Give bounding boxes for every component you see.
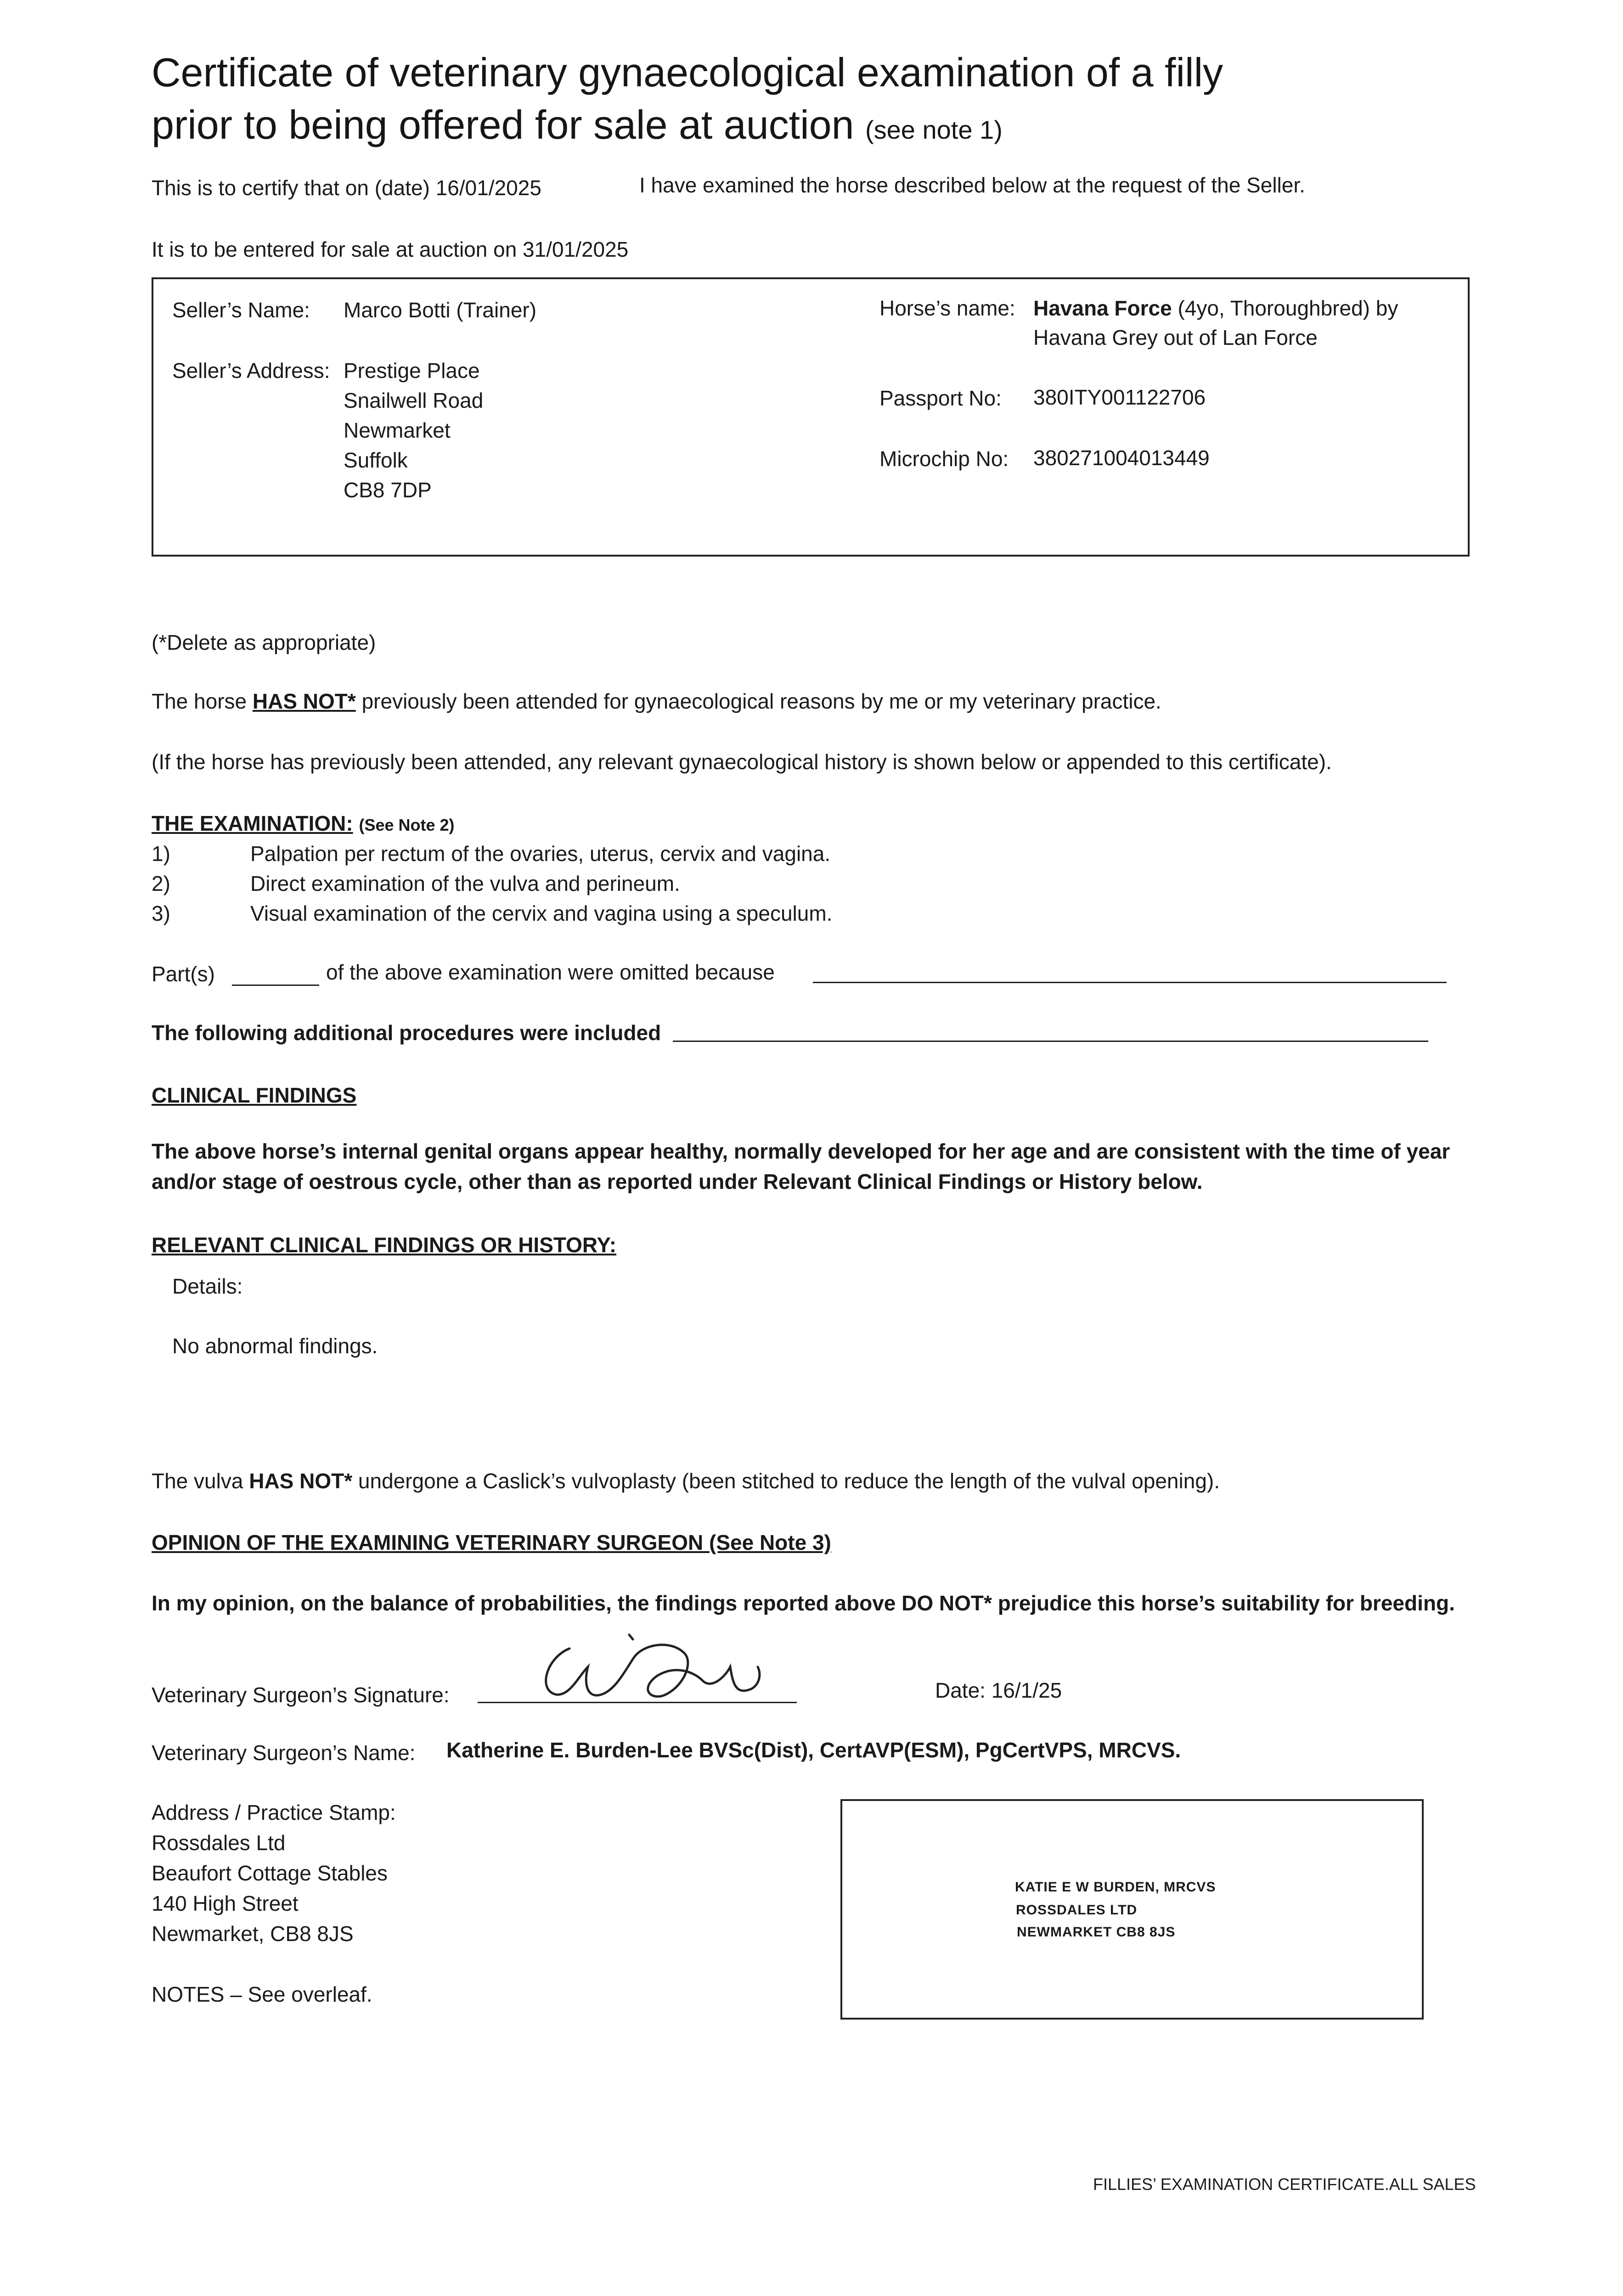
certificate-title-line2: [152, 97, 1003, 158]
practice-address-line: Beaufort Cottage Stables: [152, 1861, 388, 1885]
certify-request: I have examined the horse described below at the request of the Seller.: [639, 173, 1305, 197]
stamp-line: NEWMARKET CB8 8JS: [1017, 1925, 1176, 1940]
stamp-line: KATIE E W BURDEN, MRCVS: [1015, 1880, 1216, 1895]
opinion-text: In my opinion, on the balance of probabilities, the findings reported above DO NOT* prejudice this horse’s suitability for breeding.: [152, 1591, 1455, 1615]
title-line2-text: prior to being offered for sale at auction: [152, 102, 854, 147]
omitted-text: of the above examination were omitted because: [326, 960, 775, 984]
delete-note: (*Delete as appropriate): [152, 630, 376, 654]
examination-title: THE EXAMINATION:: [152, 811, 353, 835]
footer-form-name: FILLIES’ EXAMINATION CERTIFICATE.ALL SALES: [1093, 2175, 1476, 2194]
vet-name-label: Veterinary Surgeon’s Name:: [152, 1741, 416, 1765]
signature-label: Veterinary Surgeon’s Signature:: [152, 1683, 450, 1707]
attended-status: HAS NOT*: [252, 689, 356, 713]
clinical-findings-text: The above horse’s internal genital organs appear healthy, normally developed for her age and are consistent with the time of year: [152, 1139, 1450, 1163]
details-text: No abnormal findings.: [172, 1334, 378, 1358]
auction-date: It is to be entered for sale at auction on 31/01/2025: [152, 237, 629, 261]
seller-address-line: Snailwell Road: [344, 388, 484, 412]
details-label: Details:: [172, 1274, 243, 1298]
exam-item-text: Palpation per rectum of the ovaries, uterus, cervix and vagina.: [250, 842, 831, 866]
practice-address-line: Newmarket, CB8 8JS: [152, 1922, 354, 1946]
microchip-label: Microchip No:: [879, 447, 1009, 471]
signature-date: Date: 16/1/25: [935, 1678, 1062, 1702]
exam-item-text: Direct examination of the vulva and perineum.: [250, 872, 680, 895]
stamp-line: ROSSDALES LTD: [1016, 1902, 1138, 1918]
relevant-findings-heading: RELEVANT CLINICAL FINDINGS OR HISTORY:: [152, 1233, 617, 1257]
seller-address-line: Newmarket: [344, 418, 451, 442]
examination-heading: [152, 809, 455, 839]
additional-procedures: The following additional procedures were included: [152, 1021, 661, 1045]
omitted-reason-blank: [813, 982, 1447, 983]
signature-scribble: [519, 1621, 776, 1713]
horse-name-line: [1033, 294, 1398, 322]
horse-breeding: Havana Grey out of Lan Force: [1033, 326, 1318, 349]
seller-address-line: Prestige Place: [344, 359, 480, 383]
passport-label: Passport No:: [879, 386, 1002, 410]
attended-pre: The horse: [152, 689, 247, 713]
additional-procedures-blank: [673, 1041, 1428, 1042]
attended-post: previously been attended for gynaecological reasons by me or my veterinary practice.: [361, 689, 1161, 713]
certify-date: This is to certify that on (date) 16/01/2025: [152, 176, 541, 200]
passport-number: 380ITY001122706: [1033, 385, 1206, 409]
practice-address-line: 140 High Street: [152, 1891, 299, 1915]
examination-note: (See Note 2): [359, 816, 455, 834]
seller-name-label: Seller’s Name:: [172, 298, 310, 322]
omitted-part-blank: [232, 985, 319, 986]
seller-address-label: Seller’s Address:: [172, 359, 330, 383]
vulva-pre: The vulva: [152, 1469, 243, 1493]
vulva-post: undergone a Caslick’s vulvoplasty (been stitched to reduce the length of the vulval opening).: [358, 1469, 1220, 1493]
exam-item-num: 1): [152, 842, 170, 866]
vet-name: Katherine E. Burden-Lee BVSc(Dist), CertAVP(ESM), PgCertVPS, MRCVS.: [446, 1738, 1181, 1762]
history-note: (If the horse has previously been attended, any relevant gynaecological history is shown below or appended to this certificate).: [152, 750, 1332, 774]
certificate-title-line1: Certificate of veterinary gynaecological examination of a filly: [152, 50, 1223, 95]
seller-address-line: CB8 7DP: [344, 478, 432, 502]
clinical-findings-heading: CLINICAL FINDINGS: [152, 1083, 357, 1107]
practice-address-line: Rossdales Ltd: [152, 1831, 286, 1855]
opinion-heading: OPINION OF THE EXAMINING VETERINARY SURGEON (See Note 3): [152, 1531, 831, 1554]
horse-description: (4yo, Thoroughbred) by: [1178, 296, 1398, 320]
exam-item-text: Visual examination of the cervix and vagina using a speculum.: [250, 901, 833, 925]
notes-see-overleaf: NOTES – See overleaf.: [152, 1982, 372, 2006]
exam-item-num: 3): [152, 901, 170, 925]
vulva-statement: [152, 1467, 1220, 1495]
omitted-part-label: Part(s): [152, 962, 215, 986]
attended-statement: [152, 687, 1161, 715]
microchip-number: 380271004013449: [1033, 446, 1210, 470]
title-note: (see note 1): [865, 115, 1003, 144]
horse-name-label: Horse’s name:: [879, 296, 1015, 320]
seller-address-line: Suffolk: [344, 448, 408, 472]
exam-item-num: 2): [152, 872, 170, 895]
clinical-findings-text: and/or stage of oestrous cycle, other than as reported under Relevant Clinical Findings or History below.: [152, 1170, 1203, 1193]
practice-label: Address / Practice Stamp:: [152, 1801, 396, 1824]
horse-name: Havana Force: [1033, 296, 1172, 320]
vulva-status: HAS NOT*: [249, 1469, 353, 1493]
seller-name: Marco Botti (Trainer): [344, 298, 537, 322]
